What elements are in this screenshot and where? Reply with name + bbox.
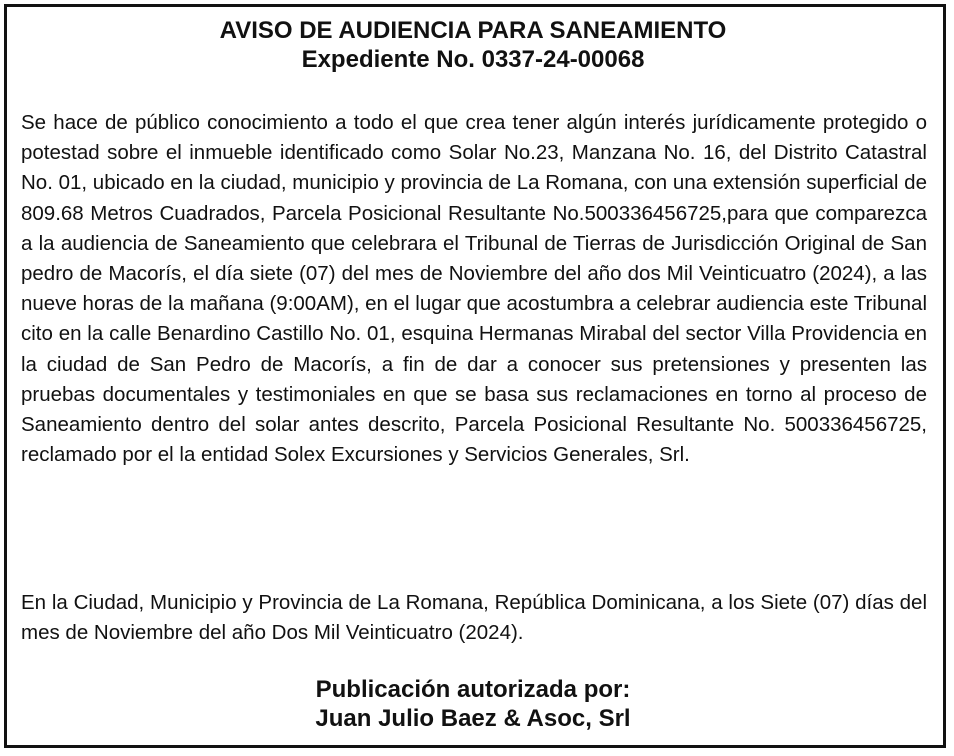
- expediente-number: Expediente No. 0337-24-00068: [301, 46, 645, 73]
- notice-closing-paragraph: En la Ciudad, Municipio y Provincia de La Romana, República Dominicana, a los Siete (07) días del mes de Noviembre del año Dos Mil Veinticuatro (2024).: [21, 591, 927, 645]
- publication-authorized-label: Publicación autorizada por:: [315, 676, 631, 703]
- notice-body-paragraph: Se hace de público conocimiento a todo el que crea tener algún interés jurídicamente protegido o potestad sobre el inmueble identificado como Solar No.23, Manzana No. 16, del Distrito Catastral No. 01, ubicado en la ciudad, municipio y provincia de La Romana, con una extensión superficial de 809.68 Metros Cuadrados, Parcela Posicional Resultante No.500336456725,para que comparezca a la audiencia de Saneamiento que celebrara el Tribunal de Tierras de Jurisdicción Original de San pedro de Macorís, el día siete (07) del mes de Noviembre del año dos Mil Veinticuatro (2024), a las nueve horas de la mañana (9:00AM), en el lugar que acostumbra a celebrar audiencia este Tribunal cito en la calle Benardino Castillo No. 01, esquina Hermanas Mirabal del sector Villa Providencia en la ciudad de San Pedro de Macorís, a fin de dar a conocer sus pretensiones y presenten las pruebas documentales y testimoniales en que se basa sus reclamaciones en torno al proceso de Saneamiento dentro del solar antes descrito, Parcela Posicional Resultante No. 500336456725, reclamado por el la entidad Solex Excursiones y Servicios Generales, Srl.: [21, 111, 927, 467]
- publication-authorizer-name: Juan Julio Baez & Asoc, Srl: [315, 705, 631, 732]
- notice-title: AVISO DE AUDIENCIA PARA SANEAMIENTO: [219, 17, 727, 44]
